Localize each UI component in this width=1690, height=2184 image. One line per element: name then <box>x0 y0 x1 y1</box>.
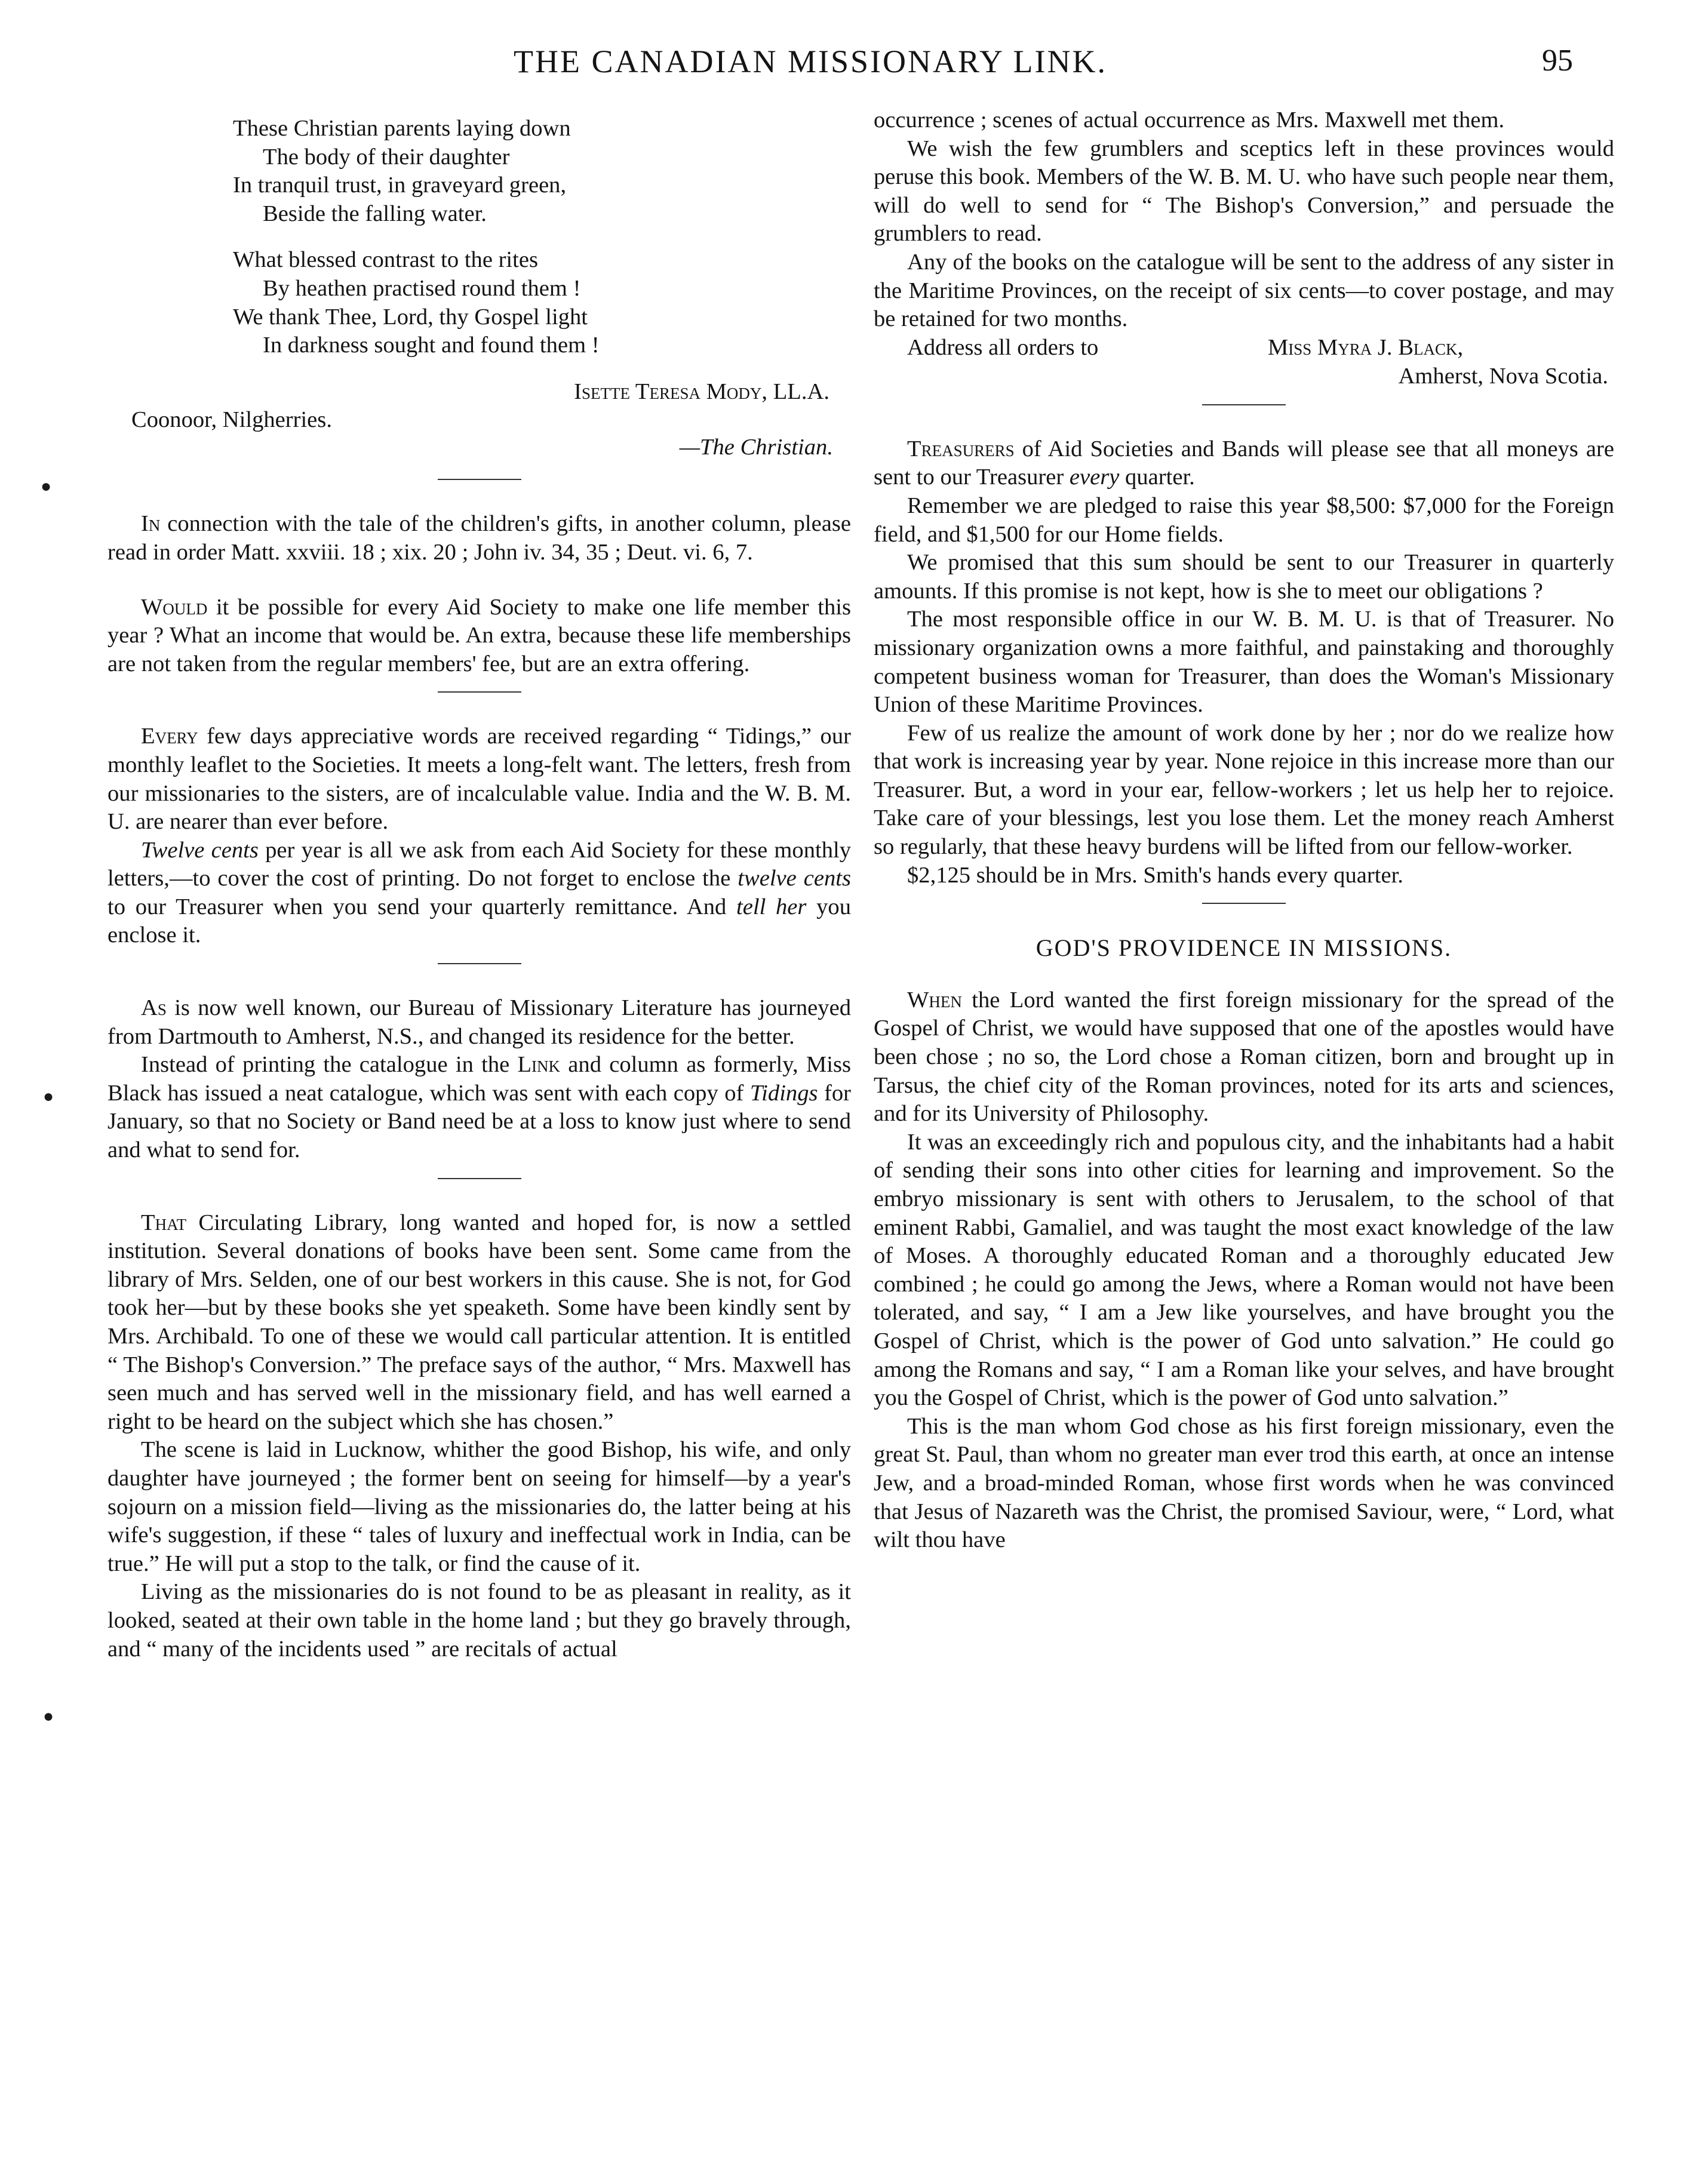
paragraph <box>107 722 851 836</box>
paragraph: Any of the books on the catalogue will be sent to the address of any sister in the Maritime Provinces, on the receipt of six cents—to cover postage, and may be retained for two months. <box>874 249 1614 332</box>
paragraph-text: the Lord wanted the first foreign missionary for the spread of the Gospel of Christ, we would have supposed that one of the apostles would have been chose ; no so, the Lord chose a Roman citizen, born and brought up in Tarsus, the chief city of the Roman provinces, noted for its arts and sciences, and for its University of Philosophy. <box>874 987 1614 1127</box>
paragraph-text: of Aid Societies and Bands will please see that all moneys are sent to our Treasurer <box>874 436 1614 490</box>
paragraph-text: Circulating Library, long wanted and hoped for, is now a settled institution. Several donations of books have been sent. Some came from the library of Mrs. Selden, one of our best workers in this cause. She is not, for God took her—but by these books she yet speaketh. Some have been kindly sent by Mrs. Archibald. To one of these we would call particular attention. It is entitled “ The Bishop's Conversion.” The preface says of the author, “ Mrs. Maxwell has seen much and has served well in the missionary field, and has well earned a right to be heard on the subject which she has chosen.” <box>107 1210 851 1434</box>
paragraph: It was an exceedingly rich and populous city, and the inhabitants had a habit of sending their sons into other cities for learning and improvement. So the embryo missionary is sent with others to Jerusalem, to the school of that eminent Rabbi, Gamaliel, and was taught the most exact knowledge of the law of Moses. A thoroughly educated Roman and a thoroughly educated Jew combined ; he could go among the Jews, where a Roman would not have been tolerated, and say, “ I am a Jew like yourselves, and have brought you the Gospel of Christ, which is the power of God unto salvation.” He could go among the Romans and say, “ I am a Roman like your selves, and have brought you the Gospel of Christ, which is the power of God unto salvation.” <box>874 1129 1614 1411</box>
poem-author: Isette Teresa Mody, LL.A. <box>574 379 829 404</box>
lead-word: In <box>141 511 161 537</box>
paragraph <box>874 435 1614 492</box>
paragraph: The scene is laid in Lucknow, whither the good Bishop, his wife, and only daughter have journeyed ; the former bent on seeing for himself—by a year's sojourn on a mission field—living as the missionaries do, the latter being at his wife's suggestion, if these “ tales of luxury and ineffectual work in India, can be true.” He will put a stop to the talk, or find the cause of it. <box>107 1437 851 1576</box>
paragraph: Few of us realize the amount of work done by her ; nor do we realize how that work is increasing year by year. None rejoice in this increase more than our Treasurer. But, a word in your ear, fellow-workers ; let us help her to rejoice. Take care of your blessings, lest you lose them. Let the money reach Amherst so regularly, that these heavy burdens will be lifted from our fellow-worker. <box>874 720 1614 860</box>
address-name: Miss Myra J. Black, <box>1268 334 1464 360</box>
paragraph-text: connection with the tale of the children's gifts, in another column, please read in order Matt. xxviii. 18 ; xix. 20 ; John iv. 34, 35 ; Deut. vi. 6, 7. <box>107 511 851 565</box>
divider <box>438 691 521 693</box>
publication-name: Tidings <box>749 1080 818 1106</box>
poem-line: By heathen practised round them ! <box>263 275 581 301</box>
poem <box>233 115 851 360</box>
paragraph-text: it be possible for every Aid Society to make one life member this year ? What an income that would be. An extra, because these life memberships are not taken from the regular members' fee, but are an extra offering. <box>107 594 851 676</box>
italic-text: tell her <box>736 894 807 919</box>
poem-line: What blessed contrast to the rites <box>233 247 539 273</box>
page-number: 95 <box>1542 44 1573 78</box>
poem-line: Beside the falling water. <box>263 201 487 226</box>
paragraph <box>107 593 851 679</box>
paragraph-text: for January, so that no Society or Band need be at a loss to know just where to send and what to send for. <box>107 1080 851 1163</box>
order-address <box>874 334 1614 391</box>
paragraph: $2,125 should be in Mrs. Smith's hands every quarter. <box>907 862 1403 888</box>
paragraph <box>107 510 851 567</box>
paragraph-text: is now well known, our Bureau of Missionary Literature has journeyed from Dartmouth to Amherst, N.S., and changed its residence for the better. <box>107 995 851 1049</box>
lead-word: When <box>907 987 962 1013</box>
page-header <box>0 43 1690 97</box>
address-label: Address all orders to <box>907 334 1099 360</box>
divider <box>1202 404 1286 405</box>
poem-stanza <box>233 115 851 228</box>
divider <box>1202 903 1286 904</box>
binding-hole-mark: ● <box>43 1706 54 1726</box>
lead-word: As <box>141 995 167 1021</box>
italic-text: twelve cents <box>738 866 851 891</box>
paragraph-text: quarter. <box>1119 465 1195 490</box>
lead-word: Treasurers <box>907 436 1015 462</box>
paragraph: The most responsible office in our W. B. M. U. is that of Treasurer. No missionary organization owns a more faithful, and painstaking and thoroughly competent business woman for Treasurer, than does the Woman's Missionary Union of these Maritime Provinces. <box>874 607 1614 718</box>
paragraph <box>874 986 1614 1128</box>
paragraph <box>107 1051 851 1164</box>
paragraph: We promised that this sum should be sent to our Treasurer in quarterly amounts. If this promise is not kept, how is she to meet our obligations ? <box>874 550 1614 604</box>
italic-text: Twelve cents <box>141 837 259 863</box>
lead-word: That <box>141 1210 187 1235</box>
divider <box>438 479 521 480</box>
paragraph: This is the man whom God chose as his first foreign missionary, even the great St. Paul, than whom no greater man ever trod this earth, at once an intense Jew, and a broad-minded Roman, whose first words when he was convinced that Jesus of Nazareth was the Christ, the promised Saviour, were, “ Lord, what wilt thou have <box>874 1413 1614 1553</box>
left-column <box>107 106 851 1663</box>
binding-hole-mark: ● <box>43 1087 54 1106</box>
poem-line: In darkness sought and found them ! <box>263 333 600 358</box>
paragraph <box>107 994 851 1051</box>
divider <box>438 1178 521 1179</box>
right-column <box>874 106 1614 1555</box>
paragraph-text: Instead of printing the catalogue in the <box>141 1052 518 1078</box>
lead-word: Would <box>141 594 208 620</box>
paragraph: Living as the missionaries do is not found to be as pleasant in reality, as it looked, seated at their own table in the home land ; but they go bravely through, and “ many of the incidents used ” are recitals of actual <box>107 1579 851 1662</box>
binding-hole-mark: ● <box>41 476 52 496</box>
italic-text: every <box>1069 465 1120 490</box>
paragraph: Remember we are pledged to raise this year $8,500: $7,000 for the Foreign field, and $1,500 for our Home fields. <box>874 493 1614 547</box>
paragraph <box>107 1209 851 1436</box>
paragraph: We wish the few grumblers and sceptics left in these provinces would peruse this book. Members of the W. B. M. U. who have such people near them, will do well to send for “ The Bishop's Conversion,” and persuade the grumblers to read. <box>874 136 1614 247</box>
poem-source: —The Christian. <box>679 435 833 460</box>
poem-stanza <box>233 246 851 359</box>
poem-line: The body of their daughter <box>263 144 510 170</box>
poem-line: In tranquil trust, in graveyard green, <box>233 173 567 198</box>
paragraph-text: to our Treasurer when you send your quarterly remittance. And <box>107 894 737 919</box>
paragraph <box>107 836 851 950</box>
section-heading: GOD'S PROVIDENCE IN MISSIONS. <box>1035 934 1452 962</box>
poem-line: We thank Thee, Lord, thy Gospel light <box>233 304 588 330</box>
paragraph-text: per year is all we ask from each Aid Society for these monthly letters,—to cover the cost of printing. Do not forget to enclose the <box>107 837 852 891</box>
publication-name: Link <box>517 1052 561 1078</box>
address-place: Amherst, Nova Scotia. <box>1398 363 1608 389</box>
divider <box>438 963 521 964</box>
paragraph-text: and column as formerly, Miss Black has issued a neat catalogue, which was sent with each copy of <box>107 1052 851 1106</box>
poem-line: These Christian parents laying down <box>233 116 571 141</box>
paragraph: occurrence ; scenes of actual occurrence as Mrs. Maxwell met them. <box>874 107 1505 133</box>
poem-attribution <box>107 406 851 466</box>
lead-word: Every <box>141 724 198 749</box>
poem-place: Coonoor, Nilgherries. <box>131 407 332 433</box>
running-title: THE CANADIAN MISSIONARY LINK. <box>514 44 1107 79</box>
paragraph-text: few days appreciative words are received regarding “ Tidings,” our monthly leaflet to the Societies. It meets a long-felt want. The letters, fresh from our missionaries to the sisters, are of incalculable value. India and the W. B. M. U. are nearer than ever before. <box>107 724 851 835</box>
paragraph-text: you enclose it. <box>107 894 851 948</box>
